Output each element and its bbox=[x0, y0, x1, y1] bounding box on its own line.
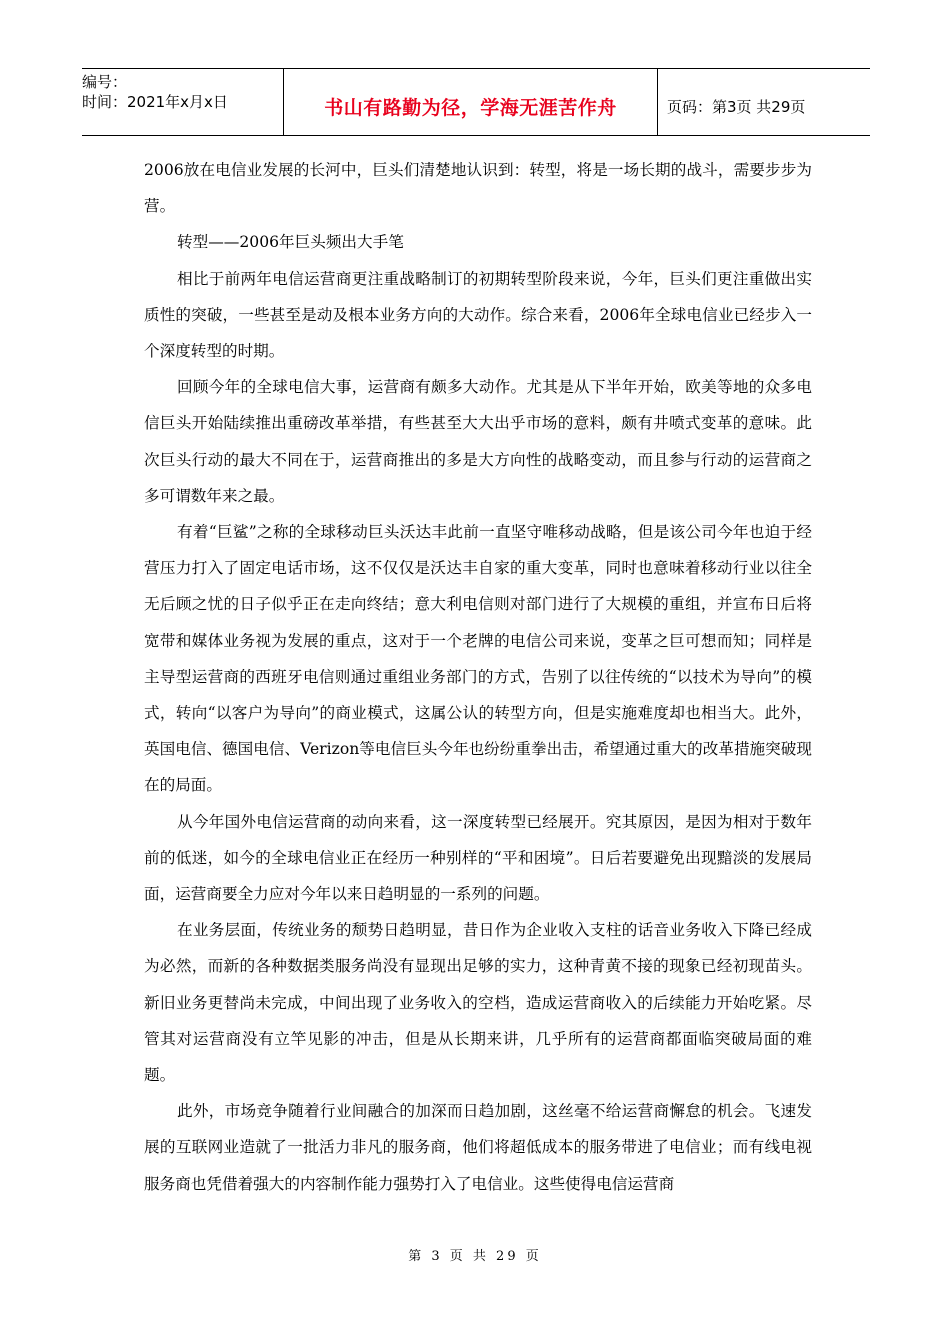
header-motto: 书山有路勤为径，学海无涯苦作舟 bbox=[284, 69, 658, 135]
paragraph: 在业务层面，传统业务的颓势日趋明显，昔日作为企业收入支柱的话音业务收入下降已经成为必然，而新的各种数据类服务尚没有显现出足够的实力，这种青黄不接的现象已经初现苗头。新旧业务更替尚未完成，中间出现了业务收入的空档，造成运营商收入的后续能力开始吃紧。尽管其对运营商没有立竿见影的冲击，但是从长期来讲，几乎所有的运营商都面临突破局面的难题。 bbox=[144, 921, 812, 1085]
paragraph: 2006放在电信业发展的长河中，巨头们清楚地认识到：转型，将是一场长期的战斗，需要步步为营。 bbox=[144, 161, 812, 216]
page-footer: 第 3 页 共 29 页 bbox=[408, 1249, 542, 1264]
paragraph: 相比于前两年电信运营商更注重战略制订的初期转型阶段来说，今年，巨头们更注重做出实质性的突破，一些甚至是动及根本业务方向的大动作。综合来看，2006年全球电信业已经步入一个深度转型的时期。 bbox=[144, 269, 812, 361]
header-table bbox=[82, 68, 870, 136]
header-meta bbox=[82, 69, 284, 135]
paragraph: 从今年国外电信运营商的动向来看，这一深度转型已经展开。究其原因，是因为相对于数年前的低迷，如今的全球电信业正在经历一种别样的“平和困境”。日后若要避免出现黯淡的发展局面，运营商要全力应对今年以来日趋明显的一系列的问题。 bbox=[144, 812, 812, 904]
paragraph: 回顾今年的全球电信大事，运营商有颇多大动作。尤其是从下半年开始，欧美等地的众多电信巨头开始陆续推出重磅改革举措，有些甚至大大出乎市场的意料，颇有井喷式变革的意味。此次巨头行动的最大不同在于，运营商推出的多是大方向性的战略变动，而且参与行动的运营商之多可谓数年来之最。 bbox=[144, 378, 812, 505]
date-label: 时间：2021年x月x日 bbox=[82, 93, 228, 111]
header-page-info: 页码：第3页 共29页 bbox=[667, 97, 806, 116]
paragraph: 有着“巨鲨”之称的全球移动巨头沃达丰此前一直坚守唯移动战略，但是该公司今年也迫于经营压力打入了固定电话市场，这不仅仅是沃达丰自家的重大变革，同时也意味着移动行业以往全无后顾之忧的日子似乎正在走向终结；意大利电信则对部门进行了大规模的重组，并宣布日后将宽带和媒体业务视为发展的重点，这对于一个老牌的电信公司来说，变革之巨可想而知；同样是主导型运营商的西班牙电信则通过重组业务部门的方式，告别了以往传统的“以技术为导向”的模式，转向“以客户为导向”的商业模式，这属公认的转型方向，但是实施难度却也相当大。此外，英国电信、德国电信、Verizon等电信巨头今年也纷纷重拳出击，希望通过重大的改革措施突破现在的局面。 bbox=[144, 523, 812, 795]
document-body bbox=[144, 152, 812, 1202]
number-label: 编号： bbox=[82, 73, 128, 91]
paragraph: 此外，市场竞争随着行业间融合的加深而日趋加剧，这丝毫不给运营商懈怠的机会。飞速发展的互联网业造就了一批活力非凡的服务商，他们将超低成本的服务带进了电信业；而有线电视服务商也凭借着强大的内容制作能力强势打入了电信业。这些使得电信运营商 bbox=[144, 1102, 812, 1193]
section-heading: 转型——2006年巨头频出大手笔 bbox=[177, 233, 404, 252]
